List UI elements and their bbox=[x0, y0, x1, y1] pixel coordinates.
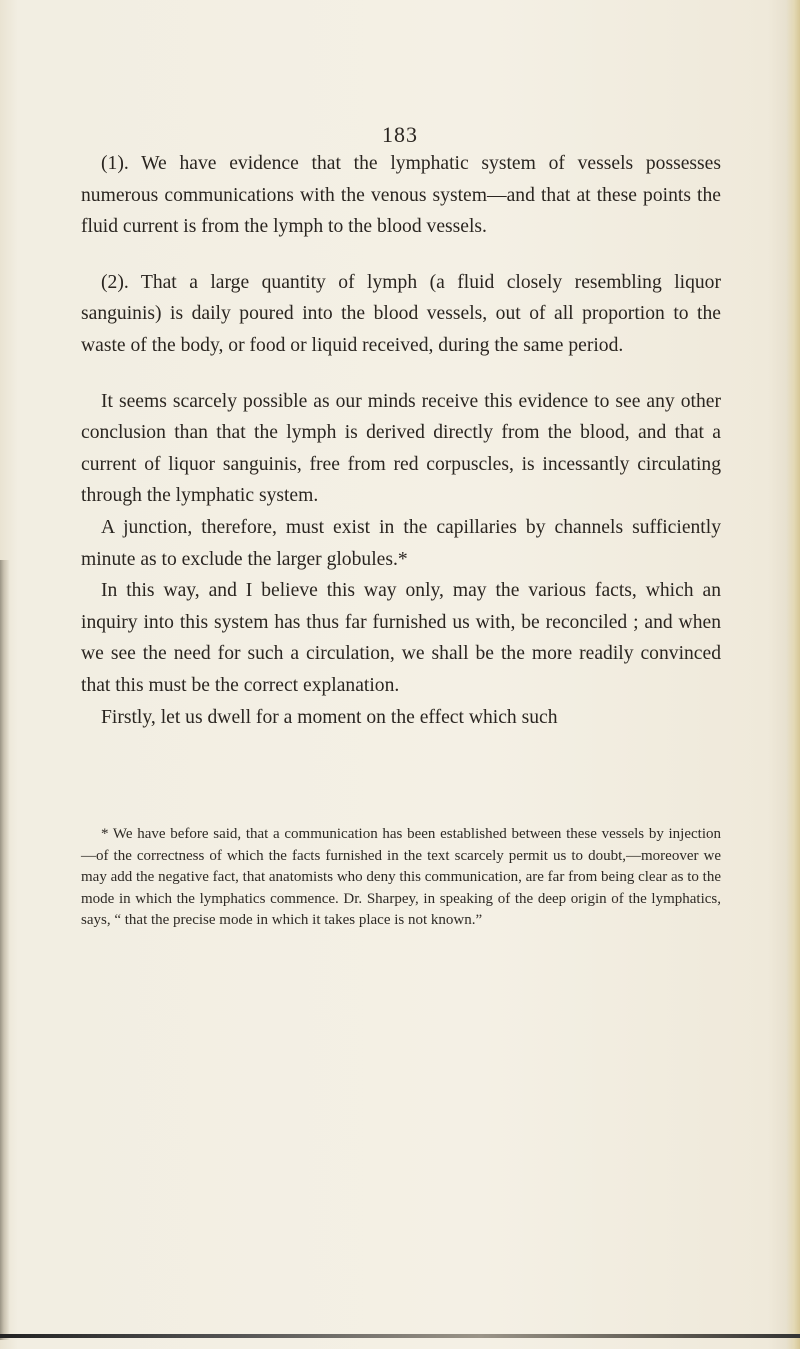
paragraph-1: (1). We have evidence that the lymphatic system of vessels possesses numerous communications with the venous system—and that at these points the fluid current is from the lymph to the blood vessels. bbox=[81, 153, 721, 238]
paragraph-3: It seems scarcely possible as our minds receive this evidence to see any other conclusion than that the lymph is derived directly from the blood, and that a current of liquor sanguinis, free from red corpuscles, is incessantly circulating through the lymphatic system. bbox=[81, 390, 721, 507]
paragraph-5: In this way, and I believe this way only, may the various facts, which an inquiry into this system has thus far furnished us with, be reconciled ; and when we see the need for such a circulation, we shall be the more readily convinced that this must be the correct explanation. bbox=[81, 580, 721, 696]
body-text bbox=[81, 148, 721, 733]
page-number: 183 bbox=[382, 122, 418, 147]
bottom-edge-rule bbox=[0, 1334, 800, 1338]
paragraph-6: Firstly, let us dwell for a moment on the effect which such bbox=[101, 706, 558, 728]
paragraph-4: A junction, therefore, must exist in the capillaries by channels sufficiently minute as to exclude the larger globules.* bbox=[81, 516, 721, 570]
page-left-shadow bbox=[0, 560, 10, 1340]
footnote: * We have before said, that a communication has been established between these vessels by injection—of the correctness of which the facts furnished in the text scarcely permit us to doubt,—moreover we may add the negative fact, that anatomists who deny this communication, are far from being clear as to the mode in which the lymphatics commence. Dr. Sharpey, in speaking of the deep origin of the lymphatics, says, “ that the precise mode in which it takes place is not known.” bbox=[81, 826, 721, 929]
page-right-edge bbox=[786, 0, 800, 1349]
paragraph-2: (2). That a large quantity of lymph (a fluid closely resembling liquor sanguinis) is daily poured into the blood vessels, out of all proportion to the waste of the body, or food or liquid received, during the same period. bbox=[81, 271, 721, 356]
